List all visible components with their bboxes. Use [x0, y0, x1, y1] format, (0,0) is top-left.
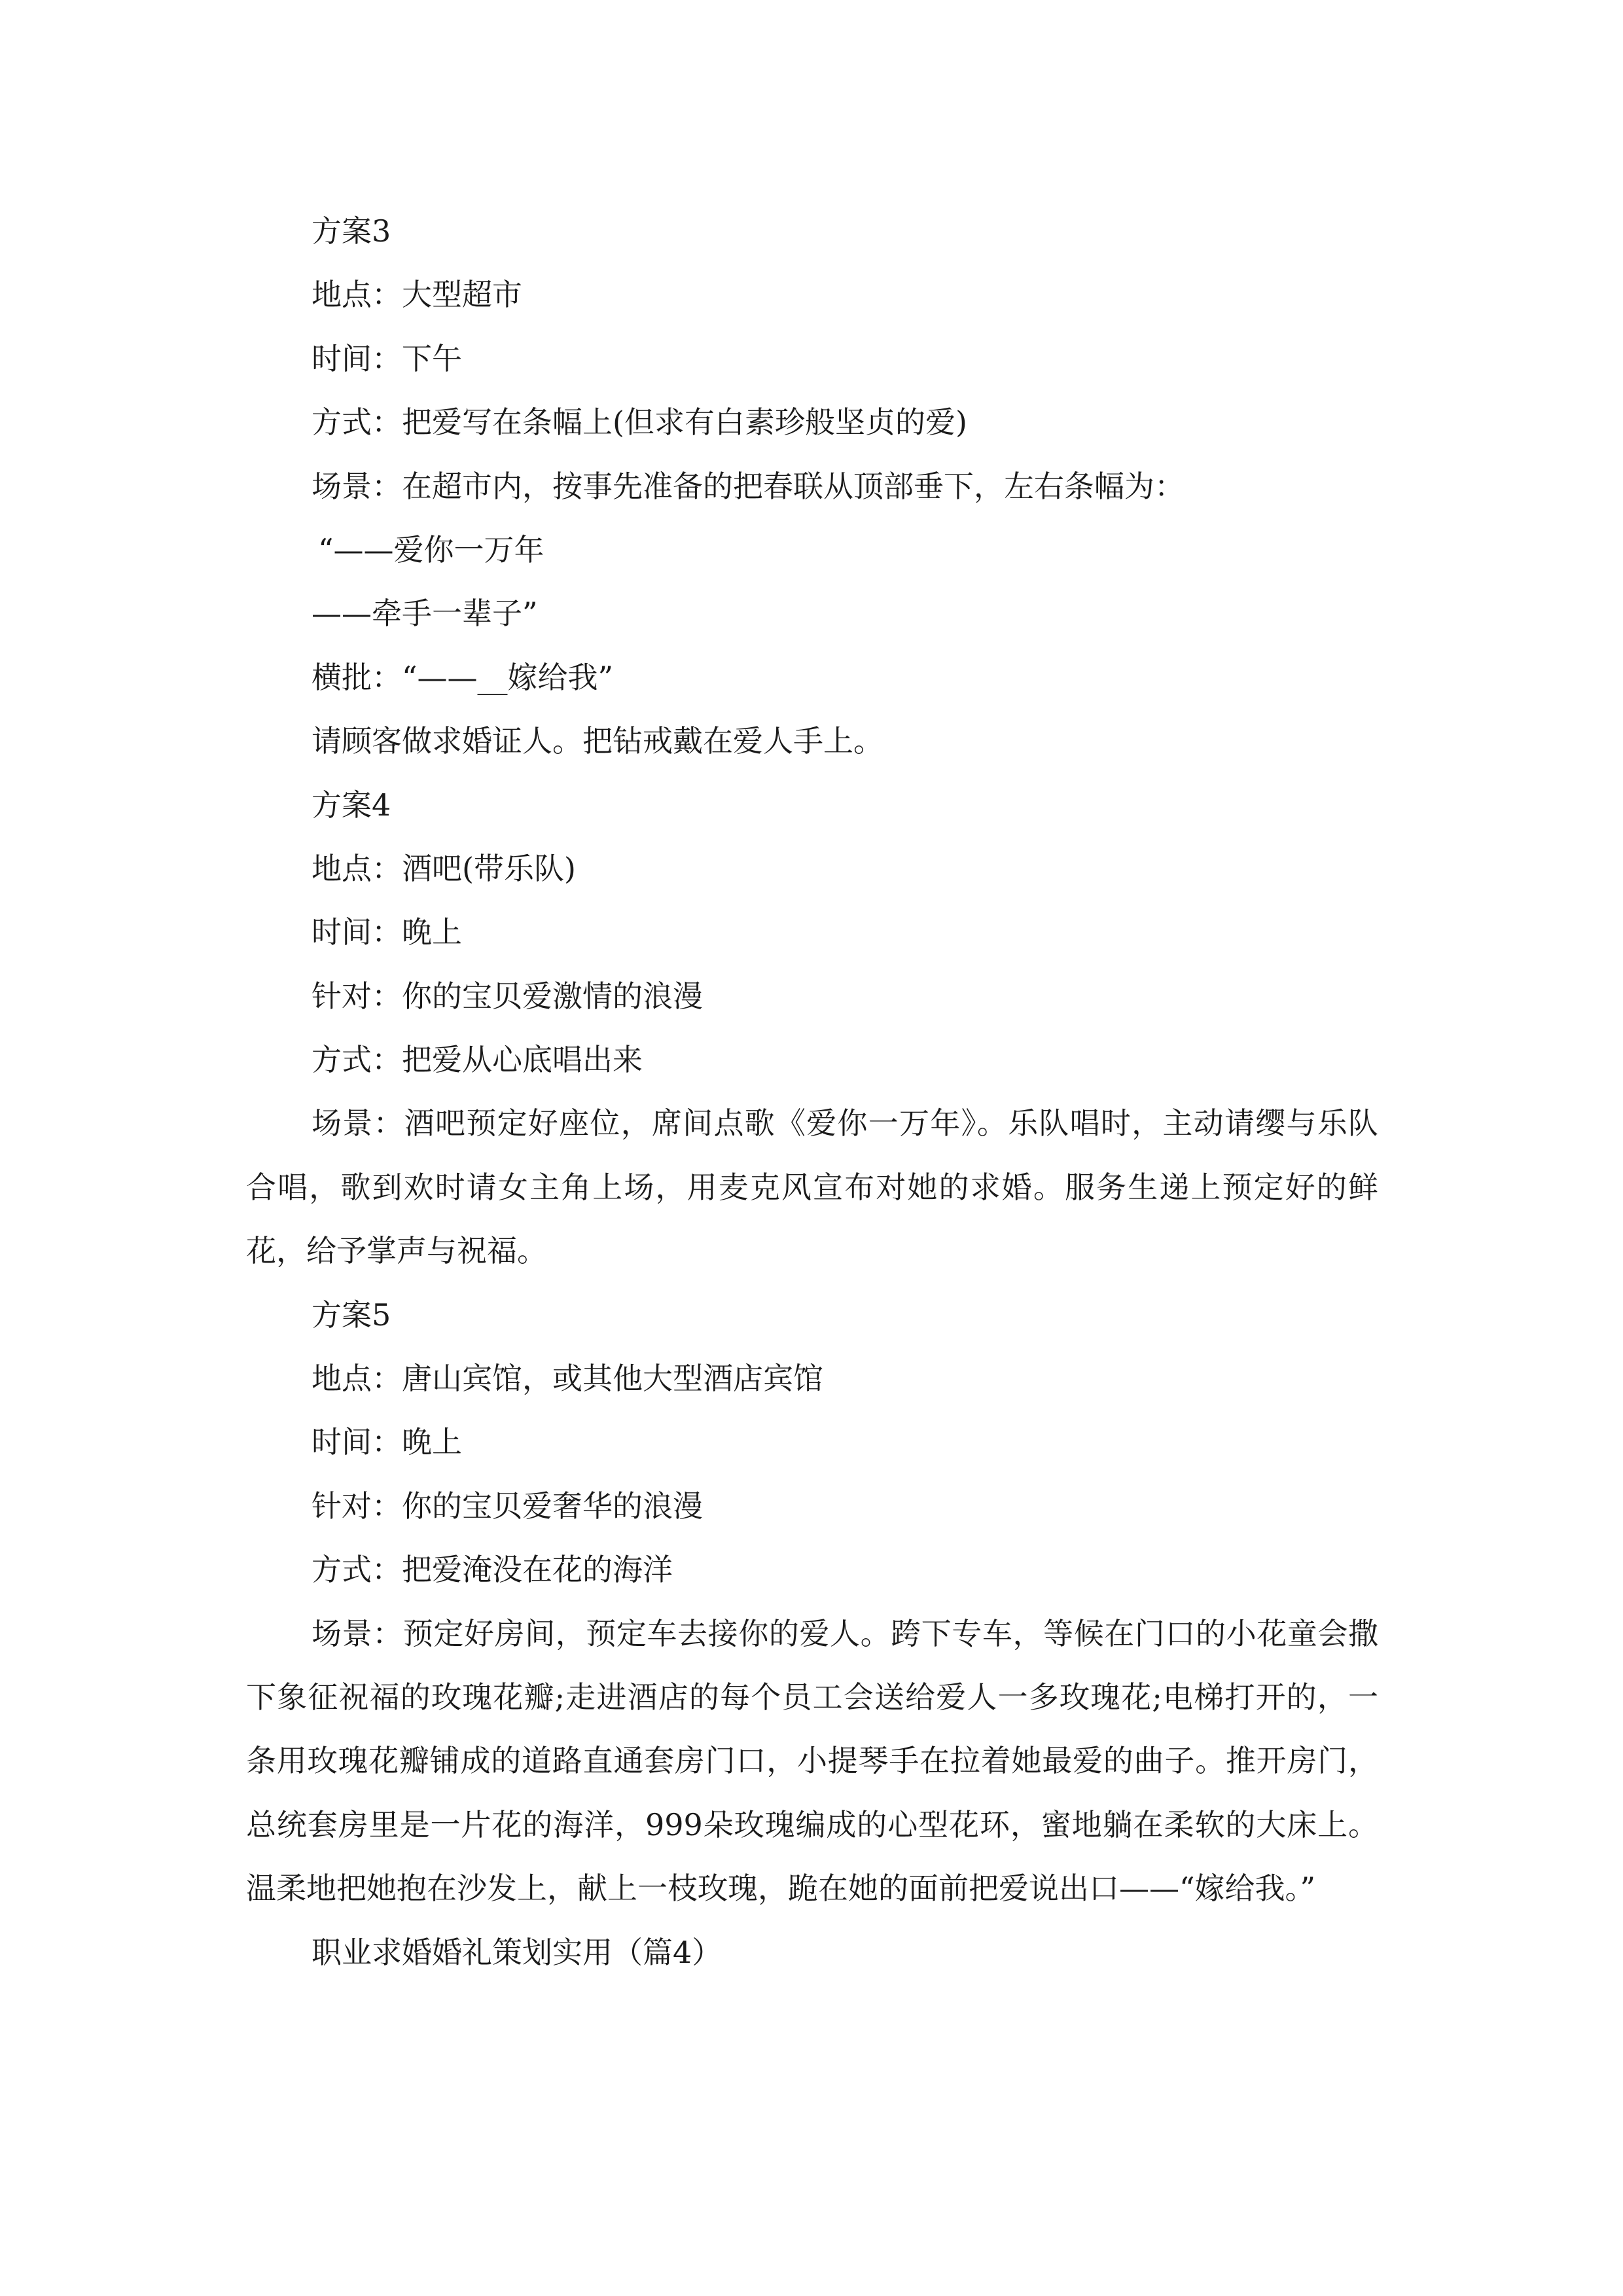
plan-5-location: 地点：唐山宾馆，或其他大型酒店宾馆 [312, 1361, 823, 1397]
plan-5-method: 方式：把爱淹没在花的海洋 [312, 1552, 673, 1588]
plan-4-scene-paragraph: 场景：酒吧预定好座位，席间点歌《爱你一万年》。乐队唱时，主动请缨与乐队合唱，歌到欢时请女主角上场，用麦克风宣布对她的求婚。服务生递上预定好的鲜花，给予掌声与祝福。 [246, 1105, 1378, 1269]
plan-3-scene: 场景：在超市内，按事先准备的把春联从顶部垂下，左右条幅为： [312, 468, 1185, 504]
plan-4-title: 方案4 [312, 787, 391, 823]
plan-5-scene-paragraph: 场景：预定好房间，预定车去接你的爱人。跨下专车，等候在门口的小花童会撒下象征祝福的玫瑰花瓣;走进酒店的每个员工会送给爱人一多玫瑰花;电梯打开的，一条用玫瑰花瓣铺成的道路直通套房门口，小提琴手在拉着她最爱的曲子。推开房门，总统套房里是一片花的海洋，999朵玫瑰编成的心型花环，蜜地躺在柔软的大床上。温柔地把她抱在沙发上，献上一枝玫瑰，跪在她的面前把爱说出口——“嫁给我。” [246, 1615, 1378, 1907]
plan-3-banner-top: 横批：“——__嫁给我” [312, 659, 614, 695]
plan-3-witness: 请顾客做求婚证人。把钻戒戴在爱人手上。 [312, 723, 883, 759]
plan-4-location: 地点：酒吧(带乐队) [312, 850, 576, 886]
plan-4-time: 时间：晚上 [312, 914, 462, 950]
plan-3-banner-right: ——牵手一辈子” [312, 596, 538, 632]
plan-4-method: 方式：把爱从心底唱出来 [312, 1042, 643, 1078]
plan-3-location: 地点：大型超市 [312, 277, 522, 313]
plan-3-banner-left: “——爱你一万年 [318, 531, 544, 567]
plan-5-title: 方案5 [312, 1297, 391, 1333]
section-heading: 职业求婚婚礼策划实用（篇4） [312, 1934, 722, 1970]
plan-3-time: 时间：下午 [312, 340, 462, 376]
plan-4-target: 针对：你的宝贝爱激情的浪漫 [312, 978, 703, 1014]
plan-5-target: 针对：你的宝贝爱奢华的浪漫 [312, 1488, 703, 1524]
plan-3-method: 方式：把爱写在条幅上(但求有白素珍般坚贞的爱) [312, 404, 967, 440]
plan-3-title: 方案3 [312, 213, 391, 249]
plan-5-time: 时间：晚上 [312, 1424, 462, 1460]
document-body [246, 200, 1378, 1984]
